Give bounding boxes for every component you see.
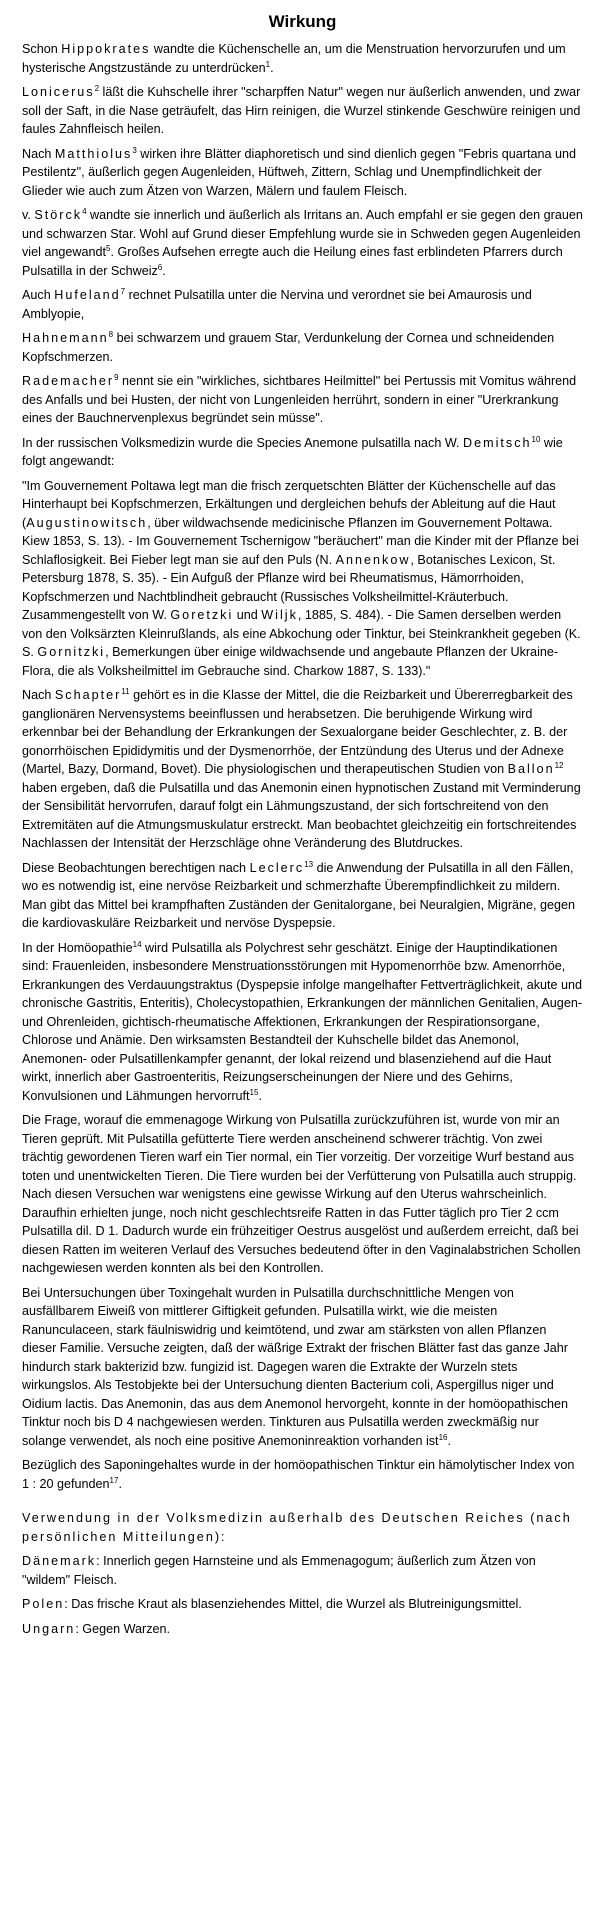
- paragraph-schapter: Nach Schapter$^{11}$ gehört es in die Klasse der Mittel, die die Reizbarkeit und Übererregbarkeit des ganglionären Nervensystems beeinflussen und herabsetzen. Die beruhigende Wirkung wird erkennbar bei der Behandlung der Erkrankungen der Sexualorgane beider Geschlechter, z. B. der gonorrhöischen Epididymitis und der Dysmenorrhöe, der Entzündung des Uterus und der Adnexe (Martel, Bazy, Dormand, Bovet). Die physiologischen und therapeutischen Studien von Ballon$^{12}$ haben ergeben, daß die Pulsatilla und das Anemonin einen hypnotischen Zustand mit Verminderung der Sensibilität hervorrufen, darauf folgt ein Lähmungszustand, der sich fortschreitend von den Extremitäten auf die Atmungsmuskulatur erstreckt. Man beobachtet gleichzeitig ein fortschreitendes Nachlassen der Intensität der Herzschläge ohne Veränderung des Blutdruckes.: [22, 687, 581, 850]
- author-name: Hahnemann: [22, 331, 109, 345]
- paragraph-hahnemann: Hahnemann$^8$ bei schwarzem und grauem Star, Verdunkelung der Cornea und schneidenden Kopfschmerzen.: [22, 330, 555, 364]
- author-name: Demitsch: [463, 435, 532, 450]
- author-name: Annenkow: [335, 552, 411, 567]
- footnote-ref: 10: [531, 434, 541, 444]
- folk-item-ungarn: Ungarn: Gegen Warzen.: [22, 1621, 171, 1636]
- paragraph-lonicerus: Lonicerus$^2$ läßt die Kuhschelle ihrer "scharpffen Natur" wegen nur äußerlich anwenden, und zwar soll der Saft, in die Nase geträufelt, das Hirn reinigen, die Wurzel stinkende Geschwüre reinigen und faules Zahnfleisch heilen.: [22, 84, 581, 136]
- paragraph-homoeopathie: In der Homöopathie$^{14}$ wird Pulsatilla als Polychrest sehr geschätzt. Einige der Hauptindikationen sind: Frauenleiden, insbesondere Menstruationsstörungen mit Hypomenorrhöe bzw. Amenorrhöe, Erkrankungen des Verdauungstraktus (Dyspepsie infolge mangelhafter Fettverträglichkeit, akute und chronische Gastritis, Enteritis), Cholecystopathien, Erkrankungen der männlichen Genitalien, Augen- und Ohrenleiden, gichtisch-rheumatische Affektionen, Erkrankungen der Respirationsorgane, Chlorose und Anämie. Den wirksamsten Bestandteil der Kuhschelle bildet das Anemonol, Anemonen- oder Pulsatillenkampfer genannt, der lokal reizend und blasenziehend auf die Haut wirkt, innerlich aber Gastroenteritis, Reizungserscheinungen der Niere und des Gehirns, Konvulsionen und Lähmungen hervorruft$^{15}$.: [22, 939, 583, 1103]
- paragraph-animal-experiments: Die Frage, worauf die emmenagoge Wirkung von Pulsatilla zurückzuführen ist, wurde von mir an Tieren geprüft. Mit Pulsatilla gefütterte Tiere werden anscheinend schwerer trächtig. Von zwei trächtig gewordenen Tieren warf ein Tier normal, ein Tier vorzeitig. Der vorzeitige Wurf bestand aus toten und unentwickelten Tieren. Die Tiere wurden bei der Verfütterung von Pulsatilla auch struppig. Nach diesen Versuchen war wenigstens eine gewisse Wirkung auf den Uterus wahrscheinlich. Daraufhin erhielten junge, noch nicht geschlechtsreife Ratten in das Futter täglich pro Tier 2 ccm Pulsatilla dil. D 1. Dadurch wurde ein frühzeitiger Oestrus ausgelöst und außerdem erreicht, daß bei diesen Ratten im weiteren Verlauf des Versuches bedeutend öfter in den Vaginalabstrichen Schollen nachgewiesen werden konnten als bei den Kontrollen.: [22, 1113, 581, 1275]
- folk-medicine-heading: Verwendung in der Volksmedizin außerhalb des Deutschen Reiches (nach persönlichen Mitteilungen):: [22, 1511, 572, 1544]
- footnote-ref: 8: [108, 330, 114, 339]
- author-name: Hufeland: [54, 288, 121, 302]
- folk-item-daenemark: Dänemark: Innerlich gegen Harnsteine und als Emmenagogum; äußerlich zum Ätzen von "wildem" Fleisch.: [22, 1554, 536, 1587]
- folk-item-polen: Polen: Das frische Kraut als blasenziehendes Mittel, die Wurzel als Blutreinigungsmittel.: [22, 1597, 522, 1611]
- author-name: Augustinowitsch: [26, 515, 148, 530]
- paragraph-stoerck: v. Störck$^4$ wandte sie innerlich und äußerlich als Irritans an. Auch empfahl er sie gegen den grauen und schwarzen Star. Wohl auf Grund dieser Empfehlung wurde sie in Schweden gegen Augenleiden viel angewandt$^5$. Großes Aufsehen erregte auch die Heilung eines fast erblindeten Pfarrers durch Pulsatilla in der Schweiz$^6$.: [22, 207, 583, 278]
- footnote-ref: 5: [106, 244, 111, 253]
- author-name: Lonicerus: [22, 85, 95, 99]
- footnote-ref: 4: [82, 207, 87, 216]
- paragraph-hufeland: Auch Hufeland$^7$ rechnet Pulsatilla unter die Nervina und verordnet sie bei Amaurosis und Amblyopie,: [22, 287, 532, 321]
- footnote-ref: 7: [120, 287, 126, 296]
- paragraph-matthiolus: Nach Matthiolus$^3$ wirken ihre Blätter diaphoretisch und sind dienlich gegen "Febris quartana und Pestilentz", äußerlich gegen Augenleiden, Hüftweh, Zittern, Schlag und Unempfindlichkeit der Glieder wie auch zum Ätzen von Warzen, Mälern und faulem Fleisch.: [22, 145, 576, 198]
- author-name: Hippokrates: [61, 42, 151, 56]
- paragraph-toxin-studies: Bei Untersuchungen über Toxingehalt wurden in Pulsatilla durchschnittliche Mengen von ausfällbarem Eiweiß von mittlerer Giftigkeit gefunden. Pulsatilla wirkt, wie die meisten Ranunculaceen, stark fäulniswidrig und keimtötend, und zwar am stärksten von allen Pflanzen dieser Familie. Versuche zeigten, daß der wäßrige Extrakt der frischen Blätter fast das ganze Jahr hindurch stark bakterizid bzw. fungizid ist. Dagegen waren die Extrakte der Wurzeln stets wirkungslos. Als Testobjekte bei der Untersuchung dienten Bacterium coli, Aspergillus niger und Oidium lactis. Das Anemonin, das aus dem Anemonol hervorgeht, konnte in der homöopathischen Tinktur noch bis D 4 nachgewiesen werden. Tinkturen aus Pulsatilla werden zweckmäßig nur solange verwendet, als noch eine positive Anemoninreaktion vorhanden ist$^{16}$.: [22, 1285, 569, 1448]
- paragraph-leclerc: Diese Beobachtungen berechtigen nach Leclerc$^{13}$ die Anwendung der Pulsatilla in all den Fällen, wo es notwendig ist, eine nervöse Reizbarkeit und schmerzhafte Überempfindlichkeit zu mildern. Man gibt das Mittel bei krampfhaften Zuständen der Genitalorgane, bei Neuralgien, Migräne, gegen die kardiovaskuläre Reizbarkeit und nervöse Dyspepsie.: [22, 859, 576, 930]
- footnote-ref: 15: [249, 1087, 259, 1097]
- country-name: Polen: [22, 1597, 65, 1611]
- footnote-ref: 6: [157, 262, 163, 272]
- author-name: Leclerc: [249, 860, 305, 875]
- author-name: Ballon: [507, 762, 555, 776]
- footnote-ref: 16: [438, 1432, 448, 1442]
- footnote-ref: 13: [304, 859, 314, 869]
- footnote-ref: 9: [114, 373, 119, 382]
- author-name: Schapter: [54, 688, 122, 702]
- paragraph-russian-quote: "Im Gouvernement Poltawa legt man die frisch zerquetschten Blätter der Küchenschelle auf das Hinterhaupt bei Kopfschmerzen, Erkältungen und dergleichen behufs der Ableitung auf die Haut (Augustinowitsch, über wildwachsende medicinische Pflanzen im Gouvernement Poltawa. Kiew 1853, S. 13). - Im Gouvernement Tschernigow "beräuchert" man die Kinder mit der Pflanze bei Schlaflosigkeit. Bei Fieber legt man sie auf den Puls (N. Annenkow, Botanisches Lexicon, St. Petersburg 1878, S. 35). - Ein Aufguß der Pflanze wird bei Rheumatismus, Hämorrhoiden, Kopfschmerzen und Nachtblindheit gebraucht (Russisches Volksheilmittel-Kräuterbuch. Zusammengestellt von W. Goretzki und Wiljk, 1885, S. 484). - Die Samen derselben werden von den Volksärzten Kleinrußlands, als eine Abkochung oder Tinktur, bei Steinkrankheit gegeben (K. S. Gornitzki, Bemerkungen über einige wildwachsende und angebaute Pflanzen der Ukraine-Flora, die als Volksheilmittel im Gebrauche sind. Charkow 1887, S. 133).": [22, 478, 581, 678]
- footnote-ref: 12: [554, 761, 564, 770]
- footnote-ref: 11: [121, 687, 130, 696]
- author-name: Rademacher: [22, 374, 115, 388]
- footnote-ref: 2: [94, 84, 100, 93]
- author-name: Gornitzki: [37, 645, 106, 659]
- paragraph-rademacher: Rademacher$^9$ nennt sie ein "wirkliches, sichtbares Heilmittel" bei Pertussis mit Vomitus während des Anfalls und bei Husten, der nicht von Lungenleiden herrührt, sondern in einer "Urerkrankung eines der Bauchnervenplexus begründet sein müsse".: [22, 373, 577, 425]
- paragraph-hippokrates: Schon Hippokrates wandte die Küchenschelle an, um die Menstruation hervorzurufen und um hysterische Angstzustände zu unterdrücken$^1$.: [22, 42, 566, 75]
- author-name: Wiljk: [261, 608, 298, 622]
- author-name: Matthiolus: [54, 146, 133, 161]
- footnote-ref: 3: [132, 145, 137, 155]
- paragraph-saponin: Bezüglich des Saponingehaltes wurde in der homöopathischen Tinktur ein hämolytischer Index von 1 : 20 gefunden$^{17}$.: [22, 1458, 575, 1491]
- footnote-ref: 17: [109, 1475, 119, 1485]
- author-name: Goretzki: [170, 608, 234, 622]
- footnote-ref: 1: [265, 59, 271, 69]
- page-title: Wirkung: [268, 12, 337, 31]
- author-name: Störck: [34, 208, 83, 222]
- country-name: Dänemark: [22, 1554, 97, 1568]
- country-name: Ungarn: [22, 1621, 76, 1636]
- footnote-ref: 14: [132, 939, 142, 949]
- paragraph-russian-folk-intro: In der russischen Volksmedizin wurde die Species Anemone pulsatilla nach W. Demitsch$^{10}$ wie folgt angewandt:: [22, 434, 563, 468]
